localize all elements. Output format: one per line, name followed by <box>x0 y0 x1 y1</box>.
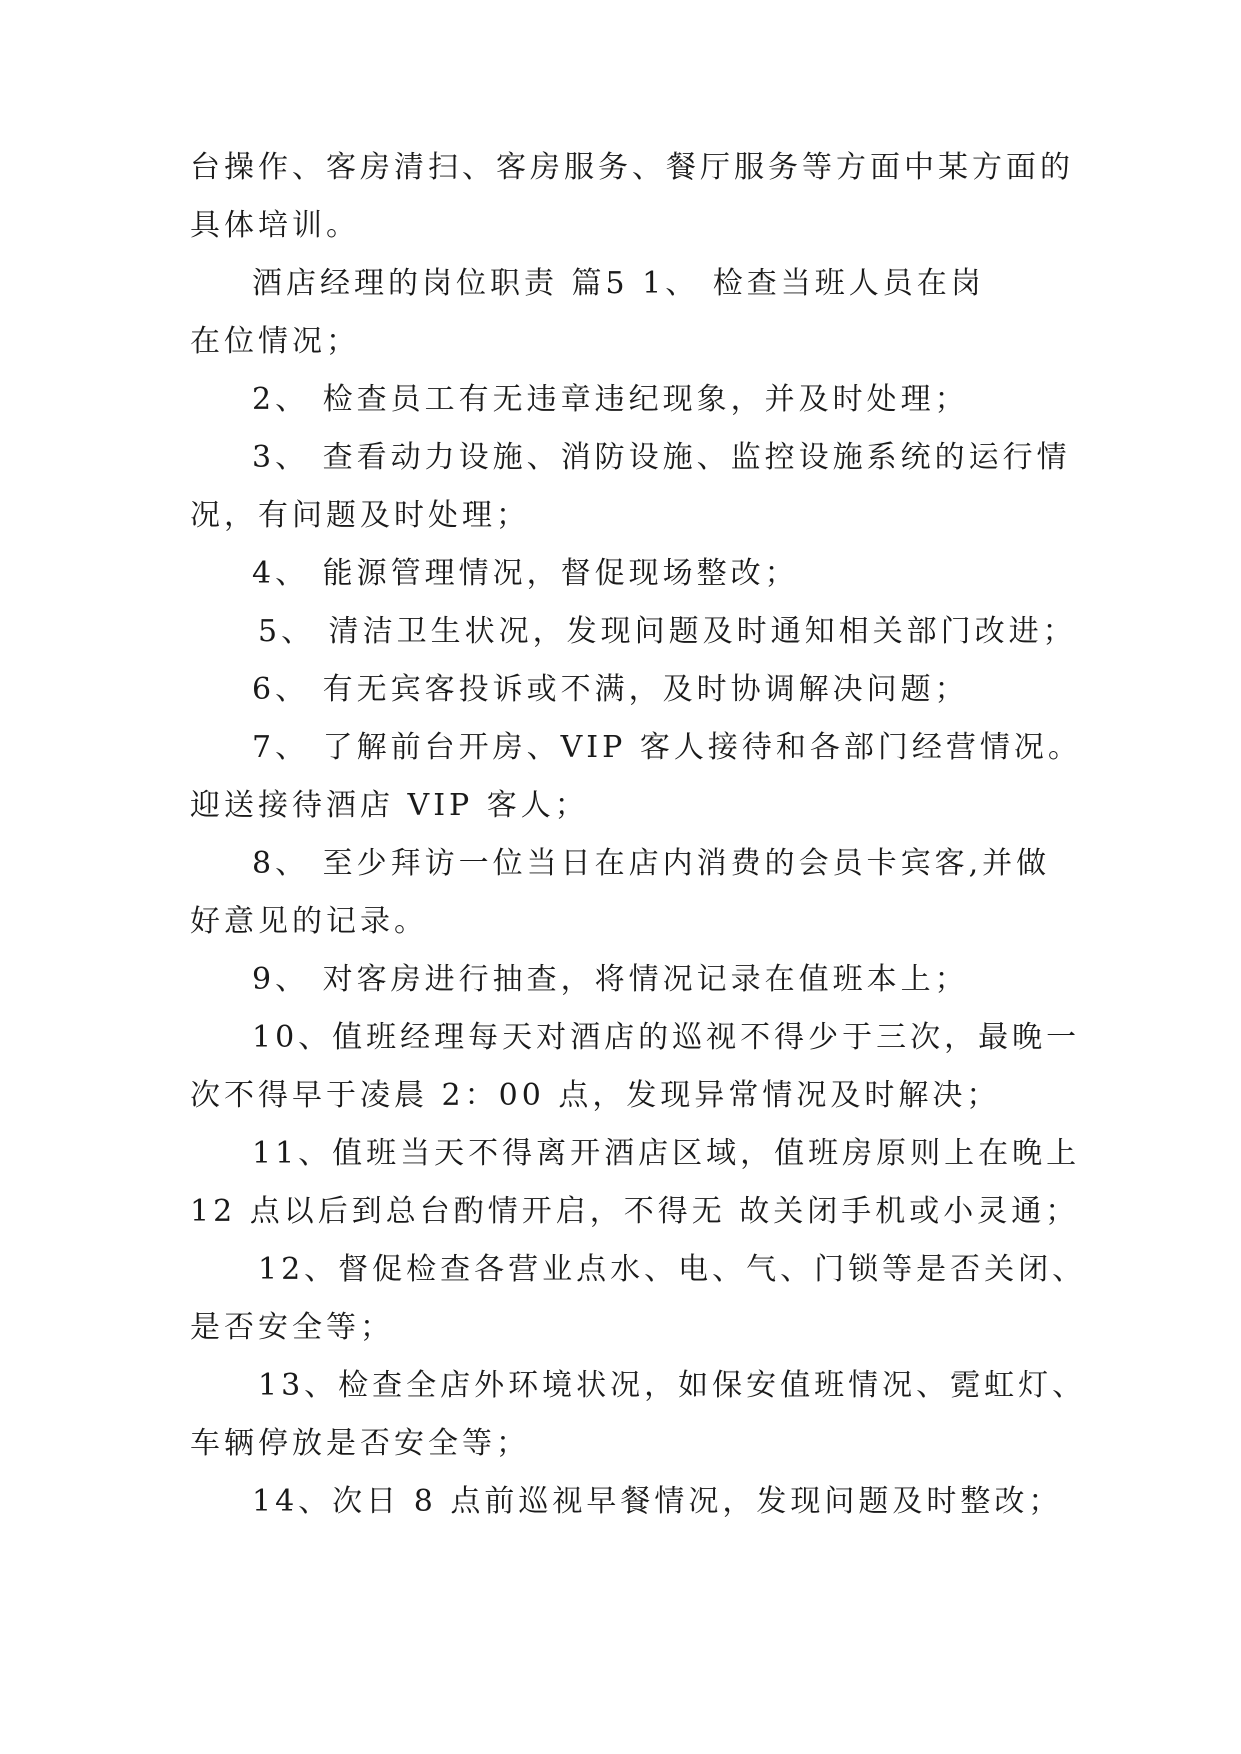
list-item: 4、 能源管理情况，督促现场整改； <box>252 556 799 591</box>
list-item: 2、 检查员工有无违章违纪现象，并及时处理； <box>252 382 969 417</box>
text-line: 是否安全等； <box>190 1310 394 1345</box>
list-item: 6、 有无宾客投诉或不满，及时协调解决问题； <box>252 672 969 707</box>
list-item: 7、 了解前台开房、VIP 客人接待和各部门经营情况。 <box>252 730 1082 765</box>
list-item: 10、值班经理每天对酒店的巡视不得少于三次，最晚一 <box>252 1020 1081 1055</box>
list-item: 12、督促检查各营业点水、电、气、门锁等是否关闭、 <box>258 1252 1087 1287</box>
list-item: 3、 查看动力设施、消防设施、监控设施系统的运行情 <box>252 440 1071 475</box>
list-item: 5、 清洁卫生状况，发现问题及时通知相关部门改进； <box>258 614 1077 649</box>
text-line: 具体培训。 <box>190 208 360 243</box>
text-line: 迎送接待酒店 VIP 客人； <box>190 788 589 823</box>
section-heading-line: 酒店经理的岗位职责 篇5 1、 检查当班人员在岗 <box>252 266 985 301</box>
text-line: 况，有问题及时处理； <box>190 498 530 533</box>
text-line: 车辆停放是否安全等； <box>190 1426 530 1461</box>
text-line: 次不得早于凌晨 2：00 点，发现异常情况及时解决； <box>190 1078 1001 1113</box>
text-line: 在位情况； <box>190 324 360 359</box>
text-line: 好意见的记录。 <box>190 904 428 939</box>
text-line: 12 点以后到总台酌情开启，不得无 故关闭手机或小灵通； <box>190 1194 1080 1229</box>
list-item: 9、 对客房进行抽查，将情况记录在值班本上； <box>252 962 969 997</box>
list-item: 11、值班当天不得离开酒店区域，值班房原则上在晚上 <box>252 1136 1081 1171</box>
list-item: 8、 至少拜访一位当日在店内消费的会员卡宾客,并做 <box>252 846 1051 881</box>
text-line: 台操作、客房清扫、客房服务、餐厅服务等方面中某方面的 <box>190 150 1074 185</box>
list-item: 13、检查全店外环境状况，如保安值班情况、霓虹灯、 <box>258 1368 1087 1403</box>
list-item: 14、次日 8 点前巡视早餐情况，发现问题及时整改； <box>252 1484 1063 1519</box>
